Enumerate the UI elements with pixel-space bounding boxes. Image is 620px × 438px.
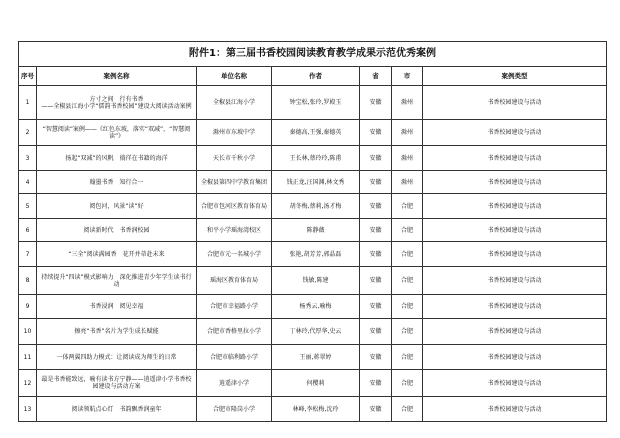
- case-table: [18, 41, 607, 422]
- cell-province: 安徽: [360, 146, 392, 171]
- cell-unit: 合肥市临利路小学: [197, 345, 272, 370]
- cell-city: 滁州: [392, 86, 423, 120]
- cell-type: 书香校园建设与活动: [423, 86, 607, 120]
- table-row: [19, 295, 607, 319]
- header-row: [19, 67, 607, 86]
- cell-city: 滁州: [392, 146, 423, 171]
- table-row: [19, 146, 607, 171]
- spreadsheet-sheet: [18, 41, 606, 422]
- cell-name: 最是书香能致远，喻有读书方宁静——逍遥津小学书香校园建设与活动方案: [37, 370, 197, 397]
- header-author: 作者: [272, 67, 360, 86]
- cell-no: 5: [19, 194, 37, 219]
- table-row: [19, 86, 607, 120]
- header-no: 序号: [19, 67, 37, 86]
- cell-unit: 合肥市隆岗小学: [197, 397, 272, 422]
- cell-type: 书香校园建设与活动: [423, 267, 607, 295]
- table-row: [19, 397, 607, 422]
- header-name: 案例名称: [37, 67, 197, 86]
- document-title: 附件1：第三届书香校园阅读教育教学成果示范优秀案例: [19, 42, 607, 67]
- cell-city: 合肥: [392, 219, 423, 242]
- cell-city: 合肥: [392, 397, 423, 422]
- cell-unit: 全椒县江海小学: [197, 86, 272, 120]
- cell-province: 安徽: [360, 370, 392, 397]
- cell-author: 陈静薇: [272, 219, 360, 242]
- cell-no: 13: [19, 397, 37, 422]
- cell-city: 合肥: [392, 295, 423, 319]
- cell-name: “三全”阅读满园香 花开并蒂赴未来: [37, 242, 197, 267]
- cell-city: 滁州: [392, 120, 423, 146]
- cell-city: 合肥: [392, 267, 423, 295]
- cell-name: 扬起“双减”的风帆 徜徉在书籍的海洋: [37, 146, 197, 171]
- table-row: [19, 345, 607, 370]
- cell-province: 安徽: [360, 171, 392, 194]
- cell-unit: 天长市千秋小学: [197, 146, 272, 171]
- cell-author: 王长林,蔡玲玲,陈甫: [272, 146, 360, 171]
- cell-city: 合肥: [392, 319, 423, 345]
- cell-no: 9: [19, 295, 37, 319]
- cell-city: 合肥: [392, 242, 423, 267]
- cell-name: 书香浸润 阅见幸福: [37, 295, 197, 319]
- cell-province: 安徽: [360, 267, 392, 295]
- cell-name: 一体两翼四助力模式：让阅读成为师生的日常: [37, 345, 197, 370]
- header-province: 省: [360, 67, 392, 86]
- cell-no: 3: [19, 146, 37, 171]
- cell-city: 合肥: [392, 370, 423, 397]
- cell-name: 持续提升“四读”模式影响力 深化推进青少年学生读书行动: [37, 267, 197, 295]
- cell-unit: 合肥市幸福路小学: [197, 295, 272, 319]
- cell-unit: 合肥市元一名城小学: [197, 242, 272, 267]
- cell-province: 安徽: [360, 86, 392, 120]
- cell-type: 书香校园建设与活动: [423, 171, 607, 194]
- cell-province: 安徽: [360, 120, 392, 146]
- cell-author: 杨秀云,喻梅: [272, 295, 360, 319]
- cell-type: 书香校园建设与活动: [423, 319, 607, 345]
- cell-name: 翰墨书香 知行合一: [37, 171, 197, 194]
- cell-name: 阅读领航点心灯 书韵飘香润童年: [37, 397, 197, 422]
- cell-no: 1: [19, 86, 37, 120]
- cell-author: 何樱莉: [272, 370, 360, 397]
- cell-unit: 合肥市香格里拉小学: [197, 319, 272, 345]
- cell-author: 林峰,李松梅,沈玲: [272, 397, 360, 422]
- cell-unit: 逍遥津小学: [197, 370, 272, 397]
- cell-type: 书香校园建设与活动: [423, 120, 607, 146]
- cell-type: 书香校园建设与活动: [423, 219, 607, 242]
- header-unit: 单位名称: [197, 67, 272, 86]
- cell-city: 合肥: [392, 345, 423, 370]
- cell-province: 安徽: [360, 295, 392, 319]
- table-row: [19, 120, 607, 146]
- cell-unit: 瑶海区教育体育局: [197, 267, 272, 295]
- cell-no: 2: [19, 120, 37, 146]
- cell-name: 阅包河，风景“读”好: [37, 194, 197, 219]
- cell-author: 张艳,胡芳芳,郭晶磊: [272, 242, 360, 267]
- cell-name: 阅读新时代 书香润校园: [37, 219, 197, 242]
- table-row: [19, 194, 607, 219]
- cell-type: 书香校园建设与活动: [423, 146, 607, 171]
- cell-province: 安徽: [360, 345, 392, 370]
- cell-type: 书香校园建设与活动: [423, 345, 607, 370]
- cell-author: 钟宝松,张玲,罗殿玉: [272, 86, 360, 120]
- cell-author: 钱敏,陈建: [272, 267, 360, 295]
- cell-type: 书香校园建设与活动: [423, 397, 607, 422]
- cell-province: 安徽: [360, 219, 392, 242]
- cell-name: “智慧阅读”案例——《红色东坡，落实“双减”，“智慧阅读”》: [37, 120, 197, 146]
- cell-no: 8: [19, 267, 37, 295]
- cell-author: 钱正龙,汪国渊,林文秀: [272, 171, 360, 194]
- cell-type: 书香校园建设与活动: [423, 295, 607, 319]
- cell-province: 安徽: [360, 242, 392, 267]
- cell-author: 胡冬梅,蔡莉,汤才梅: [272, 194, 360, 219]
- cell-name: 擦亮“书香”名片为学生成长赋能: [37, 319, 197, 345]
- cell-no: 4: [19, 171, 37, 194]
- cell-province: 安徽: [360, 397, 392, 422]
- cell-province: 安徽: [360, 194, 392, 219]
- cell-city: 合肥: [392, 194, 423, 219]
- cell-no: 10: [19, 319, 37, 345]
- cell-author: 秦德高,王强,秦德英: [272, 120, 360, 146]
- cell-type: 书香校园建设与活动: [423, 194, 607, 219]
- cell-author: 丁林玲,代厚华,史云: [272, 319, 360, 345]
- cell-type: 书香校园建设与活动: [423, 242, 607, 267]
- cell-unit: 和平小学瑶海湾校区: [197, 219, 272, 242]
- cell-no: 6: [19, 219, 37, 242]
- cell-unit: 滁州市东坡中学: [197, 120, 272, 146]
- cell-type: 书香校园建设与活动: [423, 370, 607, 397]
- table-row: [19, 319, 607, 345]
- cell-name: 方寸之间 行有书香 ——全椒县江海小学“儒韵书香校园”建设大阅读活动案例: [37, 86, 197, 120]
- header-type: 案例类型: [423, 67, 607, 86]
- cell-unit: 合肥市包河区教育体育局: [197, 194, 272, 219]
- cell-city: 滁州: [392, 171, 423, 194]
- cell-author: 王丽,蒋翠婷: [272, 345, 360, 370]
- table-row: [19, 267, 607, 295]
- cell-province: 安徽: [360, 319, 392, 345]
- table-row: [19, 219, 607, 242]
- cell-no: 12: [19, 370, 37, 397]
- cell-no: 7: [19, 242, 37, 267]
- table-row: [19, 370, 607, 397]
- table-row: [19, 242, 607, 267]
- header-city: 市: [392, 67, 423, 86]
- cell-no: 11: [19, 345, 37, 370]
- table-row: [19, 171, 607, 194]
- cell-unit: 全椒县第四中学教育集团: [197, 171, 272, 194]
